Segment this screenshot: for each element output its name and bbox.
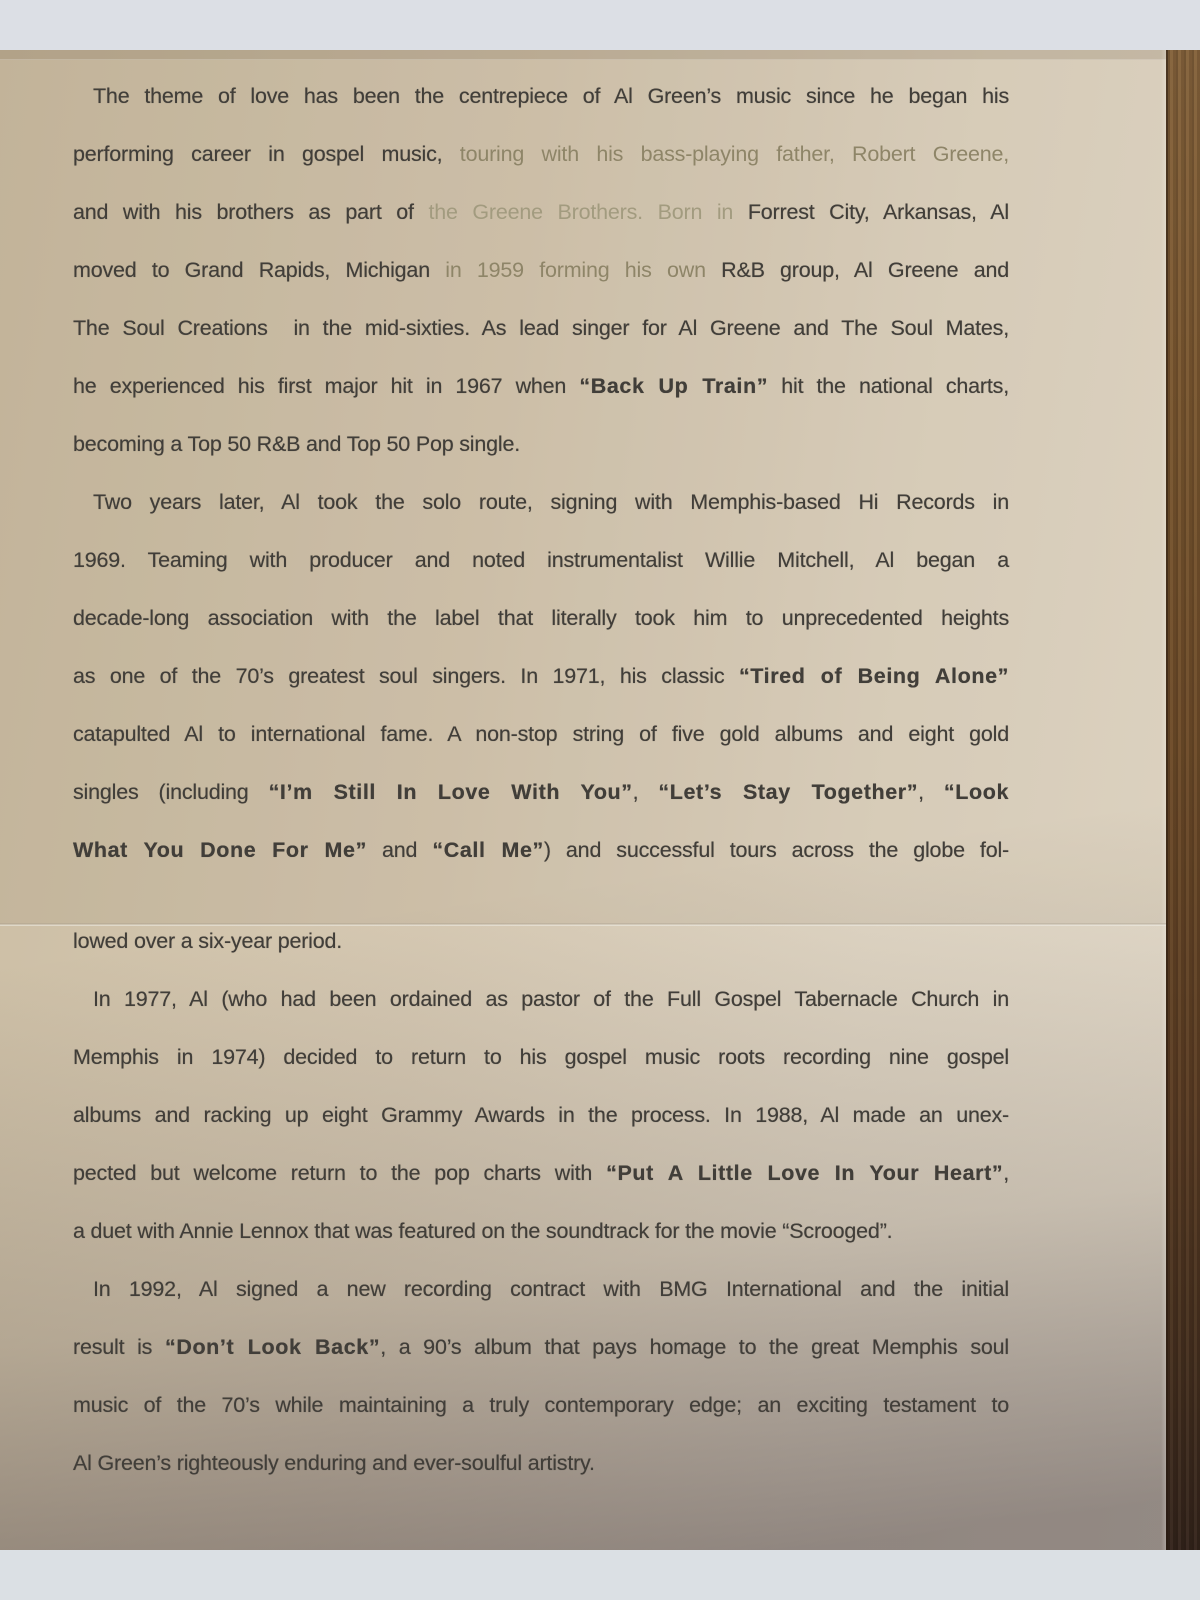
liner-notes-paper: [0, 50, 1168, 1550]
text-segment: Forrest City, Arkansas, Al: [747, 200, 1009, 224]
faded-text-segment: in 1959 forming his own: [445, 258, 722, 282]
paper-top-edge: [0, 50, 1168, 60]
text-line: [73, 1086, 1009, 1144]
text-segment: a duet with Annie Lennox that was featured on the soundtrack for the movie “Scrooged”.: [73, 1219, 893, 1243]
text-line: [73, 705, 1009, 763]
song-title-bold: “Call Me”: [432, 838, 544, 862]
text-line: [73, 531, 1009, 589]
song-title-bold: “I’m Still In Love With You”: [268, 780, 633, 804]
text-line: [73, 647, 1009, 705]
text-line: [73, 357, 1009, 415]
song-title-bold: “Let’s Stay Together”: [658, 780, 919, 804]
text-segment: and with his brothers as part of: [73, 200, 429, 224]
song-title-bold: What You Done For Me”: [73, 838, 367, 862]
text-line: [73, 1434, 1009, 1492]
text-segment: moved to Grand Rapids, Michigan: [73, 258, 446, 282]
text-segment: and: [366, 838, 433, 862]
text-segment: Memphis in 1974) decided to return to his gospel music roots recording nine gospel: [73, 1045, 1009, 1069]
text-segment: result is: [73, 1335, 165, 1359]
song-title-bold: “Back Up Train”: [579, 374, 769, 398]
song-title-bold: “Put A Little Love In Your Heart”: [606, 1161, 1004, 1185]
text-line: [73, 1144, 1009, 1202]
text-segment: he experienced his first major hit in 1967 when: [73, 374, 580, 398]
text-segment: ,: [632, 780, 659, 804]
text-line: [73, 183, 1009, 241]
text-segment: The theme of love has been the centrepiece of Al Green’s music since he began his: [93, 84, 1009, 108]
text-segment: as one of the 70’s greatest soul singers. In 1971, his classic: [73, 664, 739, 688]
text-line: [73, 299, 1009, 357]
text-segment: albums and racking up eight Grammy Awards in the process. In 1988, Al made an unex-: [73, 1103, 1009, 1127]
text-line: [73, 415, 1009, 473]
text-segment: singles (including: [73, 780, 269, 804]
song-title-bold: “Tired of Being Alone”: [738, 664, 1009, 688]
text-segment: ,: [1003, 1161, 1009, 1185]
text-segment: R&B group, Al Greene and: [721, 258, 1010, 282]
text-segment: hit the national charts,: [768, 374, 1009, 398]
text-line: [73, 821, 1009, 879]
text-segment: pected but welcome return to the pop charts with: [73, 1161, 607, 1185]
text-line: [73, 1202, 1009, 1260]
text-segment: ) and successful tours across the globe fol-: [543, 838, 1009, 862]
text-segment: The Soul Creations in the mid-sixties. As lead singer for Al Greene and The Soul Mates,: [73, 316, 1009, 340]
text-segment: performing career in gospel music,: [73, 142, 460, 166]
background-mat-bottom: [0, 1550, 1200, 1600]
text-segment: music of the 70’s while maintaining a truly contemporary edge; an exciting testament to: [73, 1393, 1009, 1417]
text-segment: catapulted Al to international fame. A non-stop string of five gold albums and eight gold: [73, 722, 1009, 746]
text-line: [73, 241, 1009, 299]
text-segment: lowed over a six-year period.: [73, 929, 343, 953]
text-line: [73, 589, 1009, 647]
text-segment: In 1977, Al (who had been ordained as pastor of the Full Gospel Tabernacle Church in: [93, 987, 1009, 1011]
wood-shelf-edge: [1166, 50, 1200, 1550]
background-mat-top: [0, 0, 1200, 50]
faded-text-segment: touring with his bass-playing father, Robert Greene,: [459, 142, 1009, 166]
song-title-bold: “Don’t Look Back”: [164, 1335, 381, 1359]
faded-text-segment: the Greene Brothers. Born in: [428, 200, 748, 224]
text-line: [73, 1376, 1009, 1434]
text-segment: decade-long association with the label that literally took him to unprecedented heights: [73, 606, 1009, 630]
text-segment: Two years later, Al took the solo route, signing with Memphis-based Hi Records in: [93, 490, 1009, 514]
text-line: [73, 1028, 1009, 1086]
text-line: [73, 67, 1009, 125]
text-segment: becoming a Top 50 R&B and Top 50 Pop single.: [73, 432, 521, 456]
text-segment: In 1992, Al signed a new recording contract with BMG International and the initial: [93, 1277, 1009, 1301]
text-segment: Al Green’s righteously enduring and ever-soulful artistry.: [73, 1451, 595, 1475]
text-line: [73, 912, 1009, 970]
text-segment: ,: [918, 780, 944, 804]
biography-text: [73, 67, 1009, 1492]
text-line: [73, 763, 1009, 821]
text-line: [73, 473, 1009, 531]
text-segment: 1969. Teaming with producer and noted instrumentalist Willie Mitchell, Al began a: [73, 548, 1009, 572]
song-title-bold: “Look: [943, 780, 1009, 804]
text-line: [73, 125, 1009, 183]
text-line: [73, 970, 1009, 1028]
text-line: [73, 1260, 1009, 1318]
text-segment: , a 90’s album that pays homage to the great Memphis soul: [380, 1335, 1009, 1359]
text-line: [73, 1318, 1009, 1376]
